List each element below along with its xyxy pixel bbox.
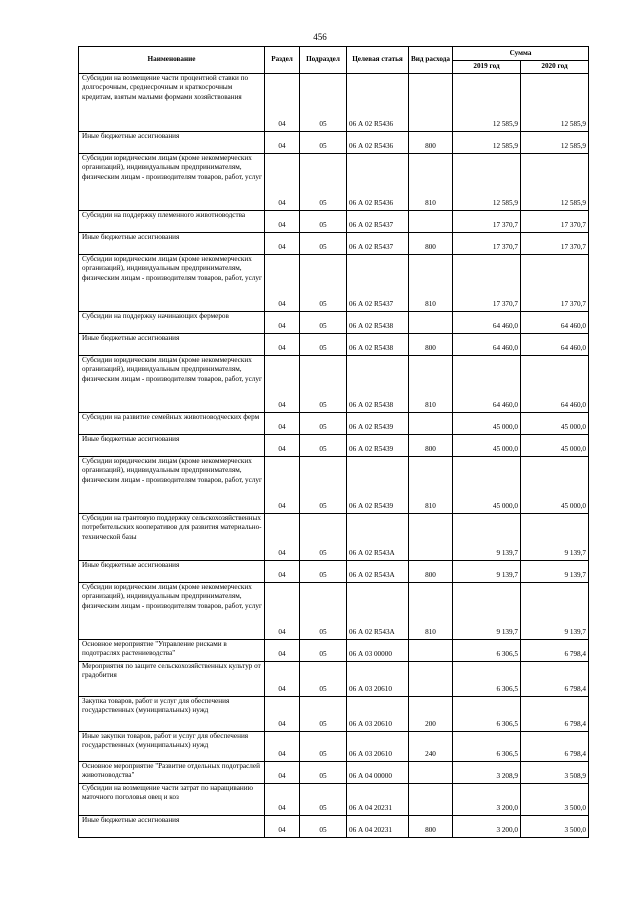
cell-target: 06 А 03 00000 xyxy=(347,640,409,662)
cell-subsection: 05 xyxy=(300,356,347,413)
cell-2020: 45 000,0 xyxy=(521,435,589,457)
cell-section: 04 xyxy=(265,312,300,334)
header-subsection: Подраздел xyxy=(300,47,347,74)
cell-subsection: 05 xyxy=(300,233,347,255)
cell-name: Закупка товаров, работ и услуг для обеспечения государственных (муниципальных) нужд xyxy=(79,697,265,732)
table-row xyxy=(79,356,589,413)
table-row xyxy=(79,697,589,732)
table-row xyxy=(79,413,589,435)
cell-2019: 17 370,7 xyxy=(453,211,521,233)
cell-2020: 12 585,9 xyxy=(521,132,589,154)
cell-subsection: 05 xyxy=(300,583,347,640)
cell-2020: 12 585,9 xyxy=(521,154,589,211)
cell-target: 06 А 03 20610 xyxy=(347,732,409,762)
table-row xyxy=(79,435,589,457)
cell-expense-type: 810 xyxy=(409,255,453,312)
cell-name: Иные бюджетные ассигнования xyxy=(79,816,265,838)
cell-expense-type xyxy=(409,74,453,132)
cell-subsection: 05 xyxy=(300,154,347,211)
cell-section: 04 xyxy=(265,154,300,211)
cell-2019: 9 139,7 xyxy=(453,514,521,561)
cell-name: Субсидии на возмещение части процентной ставки по долгосрочным, среднесрочным и краткосрочным кредитам, взятым малыми формами хозяйствования xyxy=(79,74,265,132)
cell-target: 06 А 02 R5437 xyxy=(347,233,409,255)
cell-name: Иные бюджетные ассигнования xyxy=(79,132,265,154)
cell-subsection: 05 xyxy=(300,762,347,784)
cell-name: Основное мероприятие "Развитие отдельных подотраслей животноводства" xyxy=(79,762,265,784)
table-row xyxy=(79,312,589,334)
cell-subsection: 05 xyxy=(300,413,347,435)
cell-section: 04 xyxy=(265,233,300,255)
cell-2019: 9 139,7 xyxy=(453,561,521,583)
cell-2020: 64 460,0 xyxy=(521,334,589,356)
table-row xyxy=(79,640,589,662)
cell-name: Иные закупки товаров, работ и услуг для обеспечения государственных (муниципальных) нужд xyxy=(79,732,265,762)
cell-target: 06 А 02 R5439 xyxy=(347,413,409,435)
cell-name: Субсидии на развитие семейных животноводческих ферм xyxy=(79,413,265,435)
cell-2019: 12 585,9 xyxy=(453,74,521,132)
cell-subsection: 05 xyxy=(300,697,347,732)
cell-2019: 17 370,7 xyxy=(453,233,521,255)
cell-section: 04 xyxy=(265,816,300,838)
cell-target: 06 А 02 R5436 xyxy=(347,154,409,211)
cell-name: Субсидии юридическим лицам (кроме некоммерческих организаций), индивидуальным предпринимателям, физическим лицам - производителям товаров, работ, услуг xyxy=(79,154,265,211)
cell-2019: 45 000,0 xyxy=(453,413,521,435)
cell-section: 04 xyxy=(265,255,300,312)
cell-expense-type xyxy=(409,640,453,662)
header-sum: Сумма xyxy=(453,47,589,61)
cell-section: 04 xyxy=(265,762,300,784)
cell-expense-type xyxy=(409,762,453,784)
cell-name: Субсидии на поддержку начинающих фермеров xyxy=(79,312,265,334)
cell-expense-type: 810 xyxy=(409,583,453,640)
cell-expense-type: 240 xyxy=(409,732,453,762)
table-row xyxy=(79,74,589,132)
cell-section: 04 xyxy=(265,561,300,583)
cell-expense-type: 810 xyxy=(409,154,453,211)
cell-2020: 45 000,0 xyxy=(521,413,589,435)
cell-subsection: 05 xyxy=(300,457,347,514)
cell-target: 06 А 02 R5437 xyxy=(347,255,409,312)
cell-2020: 64 460,0 xyxy=(521,356,589,413)
header-2019: 2019 год xyxy=(453,61,521,74)
cell-2020: 3 508,9 xyxy=(521,762,589,784)
cell-subsection: 05 xyxy=(300,732,347,762)
cell-2020: 9 139,7 xyxy=(521,561,589,583)
cell-target: 06 А 04 20231 xyxy=(347,816,409,838)
cell-name: Субсидии юридическим лицам (кроме некоммерческих организаций), индивидуальным предпринимателям, физическим лицам - производителям товаров, работ, услуг xyxy=(79,255,265,312)
cell-2019: 6 306,5 xyxy=(453,732,521,762)
cell-target: 06 А 04 20231 xyxy=(347,784,409,816)
cell-expense-type xyxy=(409,312,453,334)
cell-target: 06 А 03 20610 xyxy=(347,662,409,697)
cell-target: 06 А 02 R5439 xyxy=(347,457,409,514)
cell-expense-type xyxy=(409,784,453,816)
cell-name: Субсидии на возмещение части затрат по наращиванию маточного поголовья овец и коз xyxy=(79,784,265,816)
cell-section: 04 xyxy=(265,697,300,732)
cell-target: 06 А 02 R543А xyxy=(347,514,409,561)
cell-name: Основное мероприятие "Управление рисками в подотраслях растениеводства" xyxy=(79,640,265,662)
cell-subsection: 05 xyxy=(300,312,347,334)
cell-2019: 3 208,9 xyxy=(453,762,521,784)
cell-name: Субсидии юридическим лицам (кроме некоммерческих организаций), индивидуальным предпринимателям, физическим лицам - производителям товаров, работ, услуг xyxy=(79,583,265,640)
table-row xyxy=(79,255,589,312)
cell-2020: 3 500,0 xyxy=(521,784,589,816)
table-row xyxy=(79,514,589,561)
table-row xyxy=(79,132,589,154)
cell-section: 04 xyxy=(265,514,300,561)
cell-2019: 64 460,0 xyxy=(453,334,521,356)
cell-expense-type: 800 xyxy=(409,334,453,356)
header-expense-type: Вид расхода xyxy=(409,47,453,74)
table-row xyxy=(79,561,589,583)
cell-section: 04 xyxy=(265,334,300,356)
cell-2019: 64 460,0 xyxy=(453,356,521,413)
cell-section: 04 xyxy=(265,413,300,435)
cell-name: Иные бюджетные ассигнования xyxy=(79,233,265,255)
cell-subsection: 05 xyxy=(300,74,347,132)
cell-2020: 45 000,0 xyxy=(521,457,589,514)
table-row xyxy=(79,732,589,762)
cell-2019: 45 000,0 xyxy=(453,435,521,457)
cell-section: 04 xyxy=(265,435,300,457)
cell-2019: 3 200,0 xyxy=(453,784,521,816)
cell-2019: 64 460,0 xyxy=(453,312,521,334)
table-row xyxy=(79,334,589,356)
table-row xyxy=(79,211,589,233)
cell-2019: 12 585,9 xyxy=(453,132,521,154)
cell-subsection: 05 xyxy=(300,662,347,697)
cell-target: 06 А 04 00000 xyxy=(347,762,409,784)
cell-subsection: 05 xyxy=(300,132,347,154)
cell-2020: 17 370,7 xyxy=(521,255,589,312)
cell-name: Иные бюджетные ассигнования xyxy=(79,561,265,583)
cell-2020: 9 139,7 xyxy=(521,514,589,561)
cell-target: 06 А 02 R5438 xyxy=(347,312,409,334)
cell-target: 06 А 02 R543А xyxy=(347,561,409,583)
cell-2019: 12 585,9 xyxy=(453,154,521,211)
cell-subsection: 05 xyxy=(300,211,347,233)
cell-2019: 17 370,7 xyxy=(453,255,521,312)
budget-table xyxy=(78,46,589,838)
cell-section: 04 xyxy=(265,356,300,413)
header-2020: 2020 год xyxy=(521,61,589,74)
cell-name: Иные бюджетные ассигнования xyxy=(79,435,265,457)
cell-expense-type xyxy=(409,514,453,561)
cell-2019: 9 139,7 xyxy=(453,583,521,640)
cell-subsection: 05 xyxy=(300,334,347,356)
header-section: Раздел xyxy=(265,47,300,74)
table-body xyxy=(79,74,589,838)
cell-subsection: 05 xyxy=(300,784,347,816)
cell-section: 04 xyxy=(265,583,300,640)
table-row xyxy=(79,233,589,255)
cell-target: 06 А 02 R5438 xyxy=(347,356,409,413)
cell-subsection: 05 xyxy=(300,255,347,312)
cell-2020: 6 798,4 xyxy=(521,732,589,762)
cell-2020: 12 585,9 xyxy=(521,74,589,132)
cell-expense-type: 800 xyxy=(409,561,453,583)
page-number: 456 xyxy=(313,32,327,42)
cell-name: Субсидии юридическим лицам (кроме некоммерческих организаций), индивидуальным предпринимателям, физическим лицам - производителям товаров, работ, услуг xyxy=(79,457,265,514)
cell-2020: 6 798,4 xyxy=(521,640,589,662)
cell-expense-type: 800 xyxy=(409,233,453,255)
cell-2020: 3 500,0 xyxy=(521,816,589,838)
cell-expense-type: 810 xyxy=(409,457,453,514)
cell-target: 06 А 02 R5436 xyxy=(347,132,409,154)
table-row xyxy=(79,457,589,514)
table-header xyxy=(79,47,589,74)
table-row xyxy=(79,784,589,816)
cell-subsection: 05 xyxy=(300,514,347,561)
cell-2019: 6 306,5 xyxy=(453,697,521,732)
cell-section: 04 xyxy=(265,640,300,662)
cell-2019: 45 000,0 xyxy=(453,457,521,514)
cell-section: 04 xyxy=(265,211,300,233)
cell-section: 04 xyxy=(265,784,300,816)
cell-section: 04 xyxy=(265,74,300,132)
cell-target: 06 А 02 R5436 xyxy=(347,74,409,132)
cell-2020: 6 798,4 xyxy=(521,697,589,732)
cell-expense-type: 800 xyxy=(409,816,453,838)
cell-2020: 17 370,7 xyxy=(521,233,589,255)
cell-target: 06 А 02 R5437 xyxy=(347,211,409,233)
cell-subsection: 05 xyxy=(300,561,347,583)
table-row xyxy=(79,662,589,697)
table-row xyxy=(79,583,589,640)
cell-section: 04 xyxy=(265,662,300,697)
table-row xyxy=(79,154,589,211)
header-target: Целевая статья xyxy=(347,47,409,74)
cell-2019: 3 200,0 xyxy=(453,816,521,838)
cell-expense-type xyxy=(409,413,453,435)
cell-expense-type: 200 xyxy=(409,697,453,732)
cell-name: Иные бюджетные ассигнования xyxy=(79,334,265,356)
cell-subsection: 05 xyxy=(300,640,347,662)
cell-section: 04 xyxy=(265,132,300,154)
cell-expense-type xyxy=(409,662,453,697)
cell-2020: 64 460,0 xyxy=(521,312,589,334)
table-row xyxy=(79,762,589,784)
cell-expense-type: 800 xyxy=(409,435,453,457)
cell-name: Субсидии на грантовую поддержку сельскохозяйственных потребительских кооперативов для развития материально-технической базы xyxy=(79,514,265,561)
cell-2020: 6 798,4 xyxy=(521,662,589,697)
cell-2020: 17 370,7 xyxy=(521,211,589,233)
table-row xyxy=(79,816,589,838)
cell-name: Субсидии на поддержку племенного животноводства xyxy=(79,211,265,233)
cell-2019: 6 306,5 xyxy=(453,662,521,697)
cell-target: 06 А 02 R543А xyxy=(347,583,409,640)
cell-target: 06 А 02 R5439 xyxy=(347,435,409,457)
cell-2019: 6 306,5 xyxy=(453,640,521,662)
cell-subsection: 05 xyxy=(300,435,347,457)
cell-target: 06 А 03 20610 xyxy=(347,697,409,732)
cell-target: 06 А 02 R5438 xyxy=(347,334,409,356)
cell-name: Субсидии юридическим лицам (кроме некоммерческих организаций), индивидуальным предпринимателям, физическим лицам - производителям товаров, работ, услуг xyxy=(79,356,265,413)
cell-name: Мероприятия по защите сельскохозяйственных культур от градобития xyxy=(79,662,265,697)
cell-expense-type: 810 xyxy=(409,356,453,413)
cell-subsection: 05 xyxy=(300,816,347,838)
cell-expense-type xyxy=(409,211,453,233)
header-name: Наименование xyxy=(79,47,265,74)
cell-section: 04 xyxy=(265,732,300,762)
cell-2020: 9 139,7 xyxy=(521,583,589,640)
cell-expense-type: 800 xyxy=(409,132,453,154)
cell-section: 04 xyxy=(265,457,300,514)
